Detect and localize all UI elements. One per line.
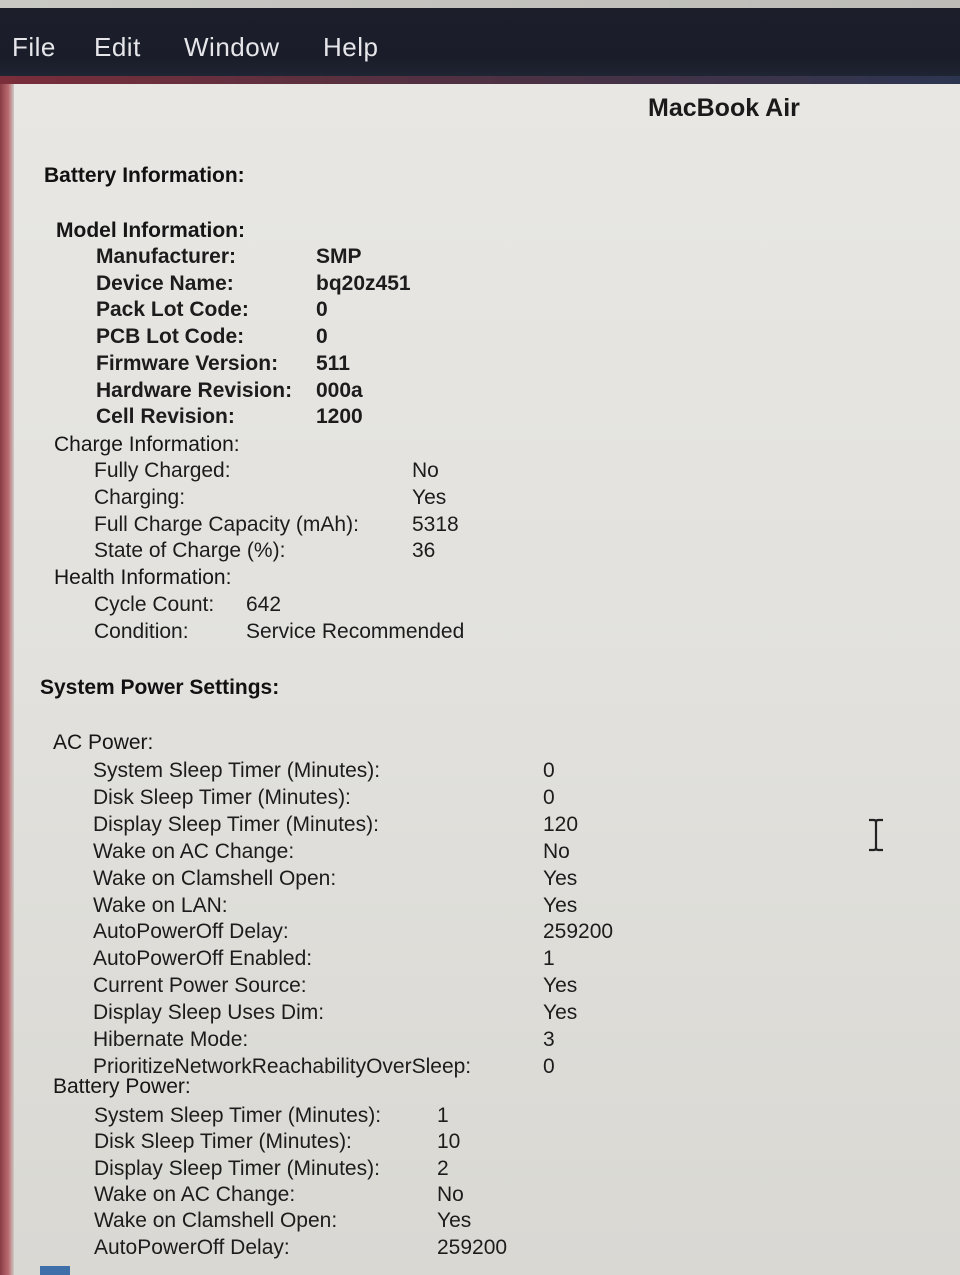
machine-title: MacBook Air [648,94,800,122]
model-info-value: 511 [316,351,350,375]
model-info-label: Hardware Revision: [96,378,293,402]
ac-power-value: 120 [543,812,579,836]
ac-power-label: Display Sleep Uses Dim: [93,1001,325,1025]
window-left-border [0,84,14,1275]
menu-file[interactable]: File [12,32,56,62]
window-top-border [0,76,960,84]
power-section-title: System Power Settings: [40,676,280,699]
model-info-value: 0 [316,298,328,322]
menu-bar-top-edge [0,0,960,8]
health-info-value: 642 [246,593,282,616]
text-cursor-icon [866,818,886,852]
model-info-label: Pack Lot Code: [96,298,249,322]
ac-power-label: Current Power Source: [93,974,307,998]
menu-bar [0,0,960,84]
ac-power-title: AC Power: [53,731,154,754]
charge-info-value: Yes [412,485,447,509]
model-information-title: Model Information: [56,219,245,242]
ac-power-value: 0 [543,785,555,809]
battery-power-label: Wake on Clamshell Open: [94,1209,338,1233]
model-info-value: SMP [316,245,362,268]
ac-power-label: AutoPowerOff Enabled: [93,947,313,971]
charge-info-value: No [412,459,439,482]
ac-power-label: Disk Sleep Timer (Minutes): [93,785,351,809]
model-info-label: Cell Revision: [96,405,235,429]
battery-power-label: Disk Sleep Timer (Minutes): [94,1130,352,1154]
ac-power-label: Display Sleep Timer (Minutes): [93,812,379,836]
menu-help[interactable]: Help [323,32,379,62]
charge-info-value: 5318 [412,512,459,536]
ac-power-label: PrioritizeNetworkReachabilityOverSleep: [93,1054,472,1078]
charge-info-label: State of Charge (%): [94,539,286,563]
health-info-label: Condition: [94,620,189,643]
ac-power-label: AutoPowerOff Delay: [93,920,289,944]
ac-power-label: Hibernate Mode: [93,1028,249,1051]
menu-edit[interactable]: Edit [94,32,141,62]
ac-power-label: System Sleep Timer (Minutes): [93,759,381,782]
model-info-label: Firmware Version: [96,351,279,375]
charge-information-title: Charge Information: [54,433,240,456]
model-info-label: Device Name: [96,271,234,295]
health-info-value: Service Recommended [246,620,465,643]
ac-power-label: Wake on LAN: [93,893,228,917]
menu-window[interactable]: Window [184,32,280,62]
model-info-value: bq20z451 [316,271,411,295]
battery-power-value: Yes [437,1209,472,1233]
charge-info-label: Fully Charged: [94,459,231,482]
battery-power-label: AutoPowerOff Delay: [94,1235,290,1259]
health-information-title: Health Information: [54,566,232,589]
health-info-label: Cycle Count: [94,593,215,616]
ac-power-value: No [543,839,570,863]
model-info-label: Manufacturer: [96,245,237,268]
battery-power-label: Display Sleep Timer (Minutes): [94,1156,380,1180]
dock-edge [40,1266,70,1275]
charge-info-label: Charging: [94,485,186,509]
ac-power-label: Wake on AC Change: [93,839,295,863]
model-info-label: PCB Lot Code: [96,325,245,349]
model-info-value: 000a [316,378,363,402]
battery-power-label: System Sleep Timer (Minutes): [94,1104,382,1127]
battery-power-value: 1 [437,1104,449,1127]
ac-power-value: Yes [543,1001,578,1025]
battery-power-value: 259200 [437,1235,508,1259]
ac-power-value: 0 [543,1054,555,1078]
ac-power-value: Yes [543,866,578,890]
ac-power-label: Wake on Clamshell Open: [93,866,337,890]
battery-power-value: No [437,1182,464,1206]
model-info-value: 1200 [316,405,363,429]
battery-power-value: 10 [437,1130,461,1154]
model-info-value: 0 [316,325,328,349]
ac-power-value: 3 [543,1028,555,1051]
ac-power-value: 0 [543,759,555,782]
battery-power-title: Battery Power: [53,1075,191,1098]
battery-section-title: Battery Information: [44,164,245,187]
ac-power-value: Yes [543,893,578,917]
battery-power-value: 2 [437,1156,449,1180]
battery-power-label: Wake on AC Change: [94,1182,296,1206]
charge-info-label: Full Charge Capacity (mAh): [94,512,359,536]
ac-power-value: 259200 [543,920,614,944]
ac-power-value: 1 [543,947,555,971]
charge-info-value: 36 [412,539,436,563]
ac-power-value: Yes [543,974,578,998]
